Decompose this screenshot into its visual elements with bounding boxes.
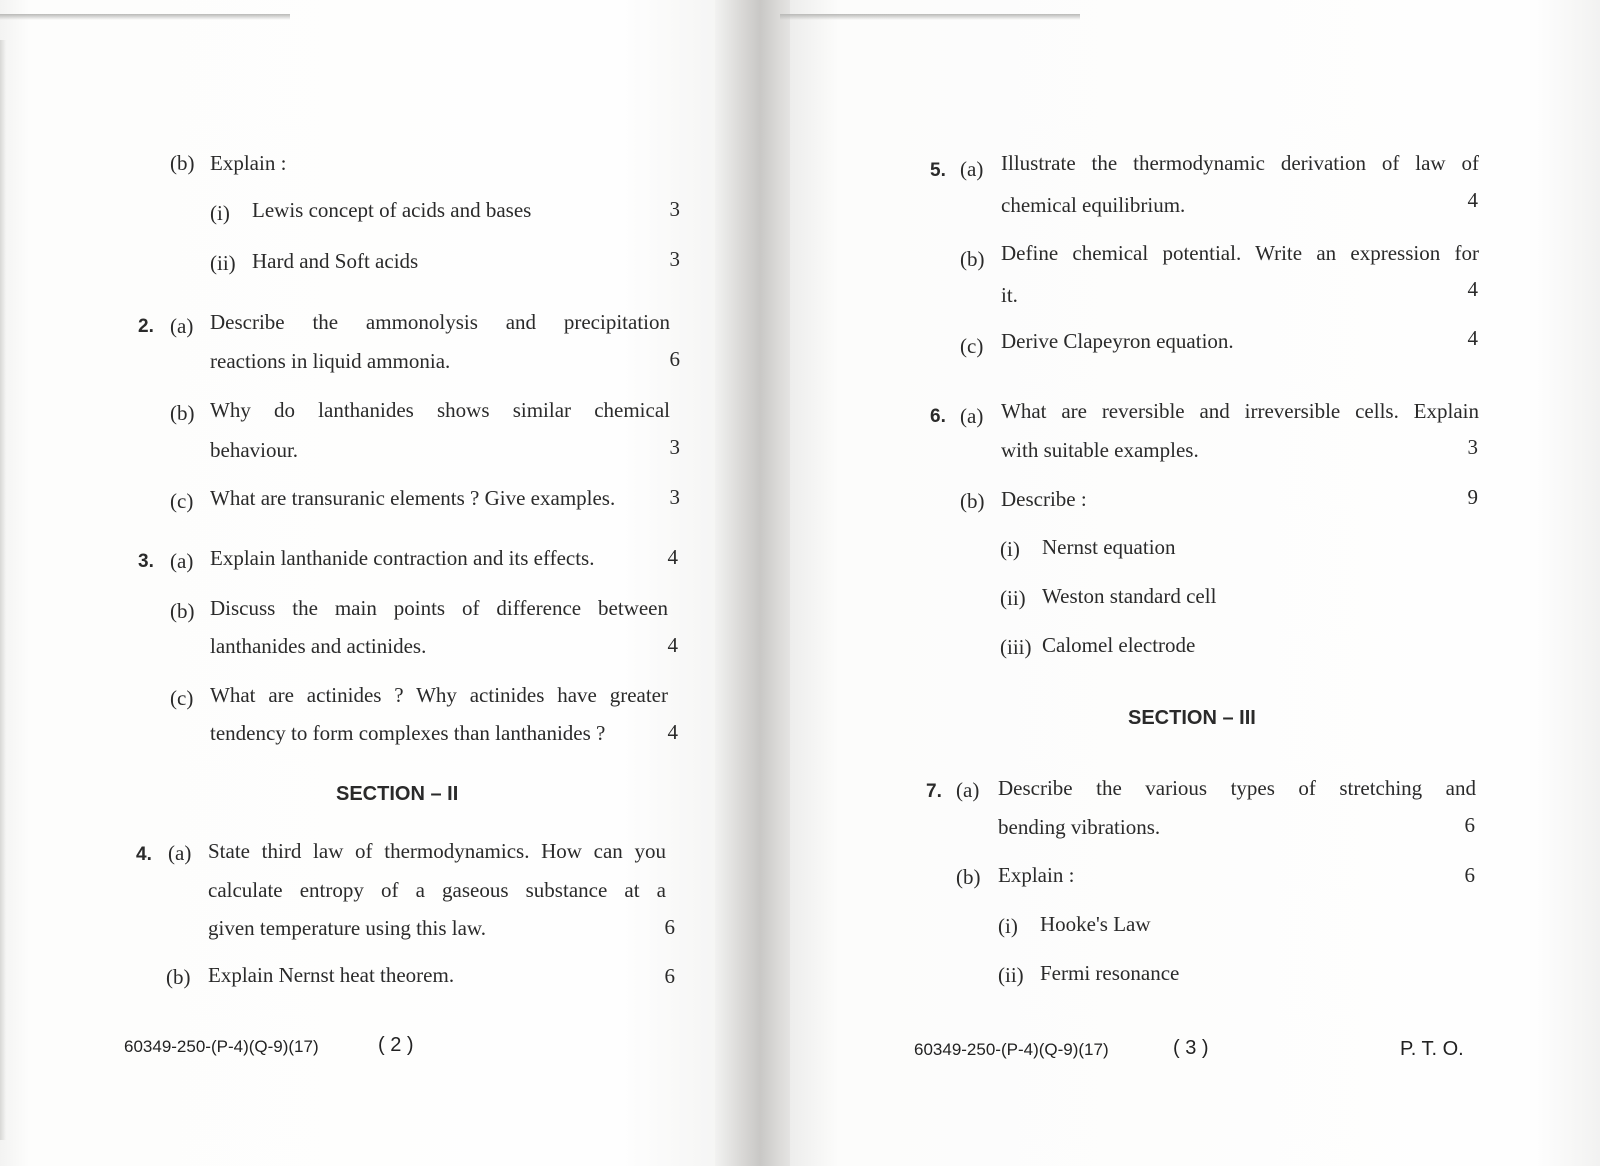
subitem-text: Lewis concept of acids and bases [252,198,532,222]
marks: 4 [667,633,678,657]
part-text: lanthanides and actinides. [210,634,427,658]
part-label: (a) [960,157,984,181]
part-text: chemical equilibrium. [1001,193,1186,217]
marks: 4 [1467,188,1478,212]
subitem-label: (ii) [210,251,236,275]
question-number: 3. [138,551,154,572]
left-page [0,0,730,1166]
marks: 3 [669,435,680,459]
part-label: (b) [170,151,195,175]
part-text: it. [1001,283,1018,307]
question-number: 4. [136,844,152,865]
subitem-text: Nernst equation [1042,535,1176,559]
pto-note: P. T. O. [1400,1038,1464,1060]
marks: 3 [669,247,680,271]
part-text: calculate entropy of a gaseous substance at a [208,878,666,902]
part-text: What are reversible and irreversible cells. Explain [1001,399,1479,423]
subitem-label: (i) [998,914,1018,938]
page-edge-shadow [0,14,290,20]
part-label: (b) [960,489,985,513]
marks: 6 [664,915,675,939]
part-text: What are actinides ? Why actinides have greater [210,683,668,707]
subitem-label: (iii) [1000,635,1032,659]
marks: 3 [1467,435,1478,459]
part-text: given temperature using this law. [208,916,486,940]
question-number: 6. [930,406,946,427]
marks: 6 [664,964,675,988]
question-number: 7. [926,781,942,802]
subitem-label: (ii) [1000,586,1026,610]
page-number: ( 2 ) [378,1034,414,1056]
marks: 3 [669,485,680,509]
part-label: (b) [960,247,985,271]
part-text: Describe : [1001,487,1087,511]
marks: 4 [1467,277,1478,301]
part-text: behaviour. [210,438,299,462]
marks: 6 [669,347,680,371]
part-text: Describe the various types of stretching and [998,776,1476,800]
part-text: Describe the ammonolysis and precipitation [210,310,670,334]
subitem-label: (ii) [998,963,1024,987]
question-number: 2. [138,316,154,337]
subitem-text: Hard and Soft acids [252,249,419,273]
part-text: Illustrate the thermodynamic derivation of law of [1001,151,1479,175]
part-text: Why do lanthanides shows similar chemical [210,398,670,422]
subitem-text: Weston standard cell [1042,584,1217,608]
part-text: Explain : [210,151,287,175]
marks: 4 [1467,326,1478,350]
part-label: (b) [956,865,981,889]
part-label: (c) [170,686,194,710]
part-text: Discuss the main points of difference between [210,596,668,620]
part-text: Explain lanthanide contraction and its effects. [210,546,595,570]
marks: 4 [667,545,678,569]
subitem-label: (i) [1000,537,1020,561]
part-label: (a) [956,778,980,802]
part-text: bending vibrations. [998,815,1161,839]
part-label: (a) [168,841,192,865]
section-title: SECTION – III [1128,707,1256,729]
marks: 6 [1464,813,1475,837]
subitem-label: (i) [210,201,230,225]
marks: 4 [667,720,678,744]
part-text: Explain : [998,863,1075,887]
section-title: SECTION – II [336,783,459,805]
page-number: ( 3 ) [1173,1037,1209,1059]
part-label: (b) [170,599,195,623]
page-edge-shadow [0,40,6,1140]
part-text: Define chemical potential. Write an expression for [1001,241,1479,265]
part-label: (a) [170,549,194,573]
page-edge-shadow [780,14,1080,20]
part-label: (a) [960,404,984,428]
part-text: Derive Clapeyron equation. [1001,329,1234,353]
subitem-text: Calomel electrode [1042,633,1196,657]
part-label: (c) [170,489,194,513]
question-number: 5. [930,160,946,181]
subitem-text: Fermi resonance [1040,961,1180,985]
part-label: (a) [170,314,194,338]
part-label: (c) [960,334,984,358]
part-text: with suitable examples. [1001,438,1199,462]
marks: 9 [1467,485,1478,509]
paper-code: 60349-250-(P-4)(Q-9)(17) [914,1040,1109,1059]
marks: 3 [669,197,680,221]
paper-code: 60349-250-(P-4)(Q-9)(17) [124,1037,319,1056]
marks: 6 [1464,863,1475,887]
part-text: Explain Nernst heat theorem. [208,963,455,987]
part-text: What are transuranic elements ? Give examples. [210,486,616,510]
part-label: (b) [166,965,191,989]
part-text: reactions in liquid ammonia. [210,349,451,373]
part-text: tendency to form complexes than lanthanides ? [210,721,606,745]
subitem-text: Hooke's Law [1040,912,1151,936]
part-label: (b) [170,401,195,425]
part-text: State third law of thermodynamics. How can you [208,839,666,863]
